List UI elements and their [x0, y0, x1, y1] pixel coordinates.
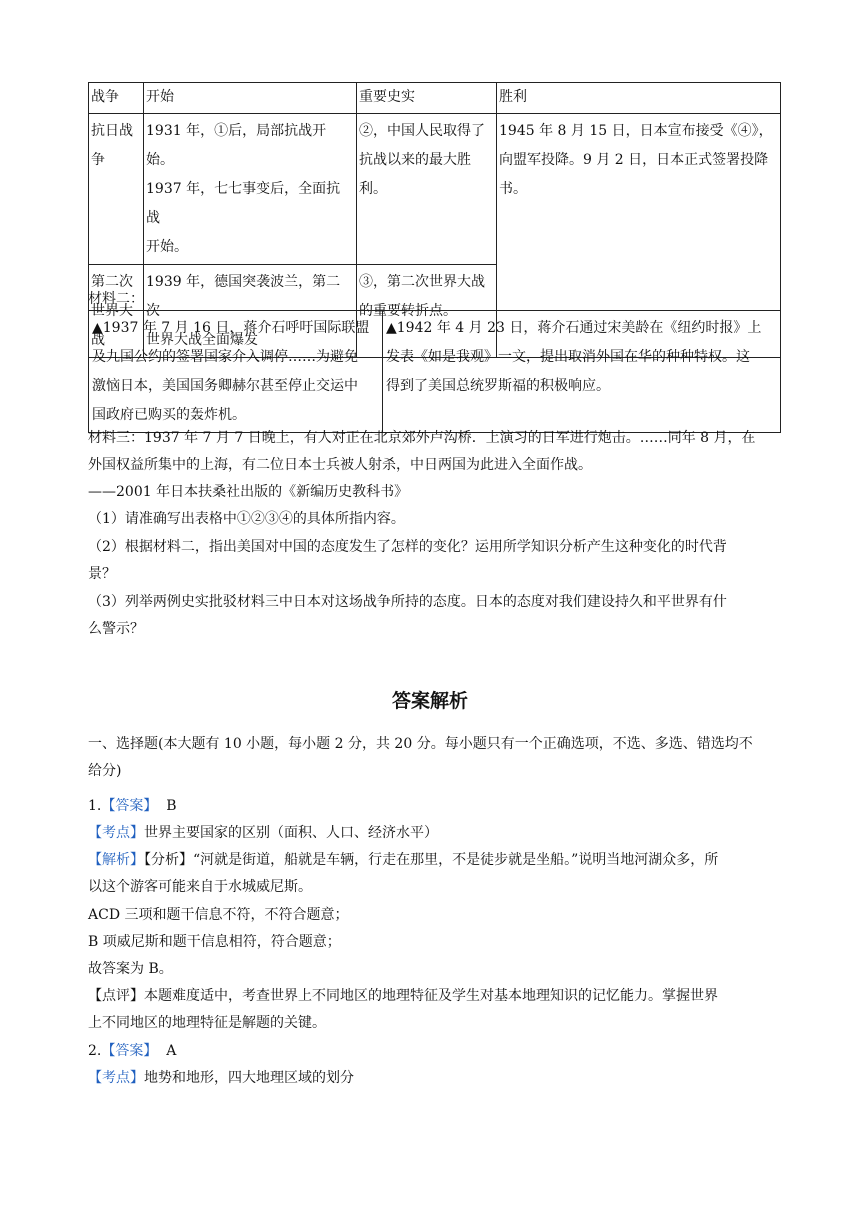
question-line: 景？	[88, 566, 116, 582]
material3-line: 材料三：1937 年 7 月 7 日晚上，有人对正在北京郊外卢沟桥．上演习的日军进行炮击。……同年 8 月，在	[88, 430, 756, 446]
question-number: 1.	[88, 798, 102, 814]
war-line: 世界大	[91, 303, 133, 319]
answer-line	[88, 793, 778, 820]
war-table-header	[89, 83, 781, 114]
kaodian-line	[88, 1065, 778, 1092]
fact-line: ②，中国人民取得了	[359, 123, 485, 139]
fact-cell	[357, 114, 497, 265]
material2-table	[88, 310, 781, 433]
answer-tag: 【答案】	[101, 1043, 158, 1059]
quote-line: ▲1942 年 4 月 23 日，蒋介石通过宋美龄在《纽约时报》上	[386, 320, 762, 336]
table-row	[89, 114, 781, 265]
header-war: 战争	[89, 83, 144, 114]
section-heading-line: 给分)	[88, 763, 122, 779]
victory-line: 1945 年 8 月 15 日，日本宣布接受《④》，	[499, 123, 773, 139]
material2-label: 材料二：	[88, 291, 144, 307]
start-cell	[144, 114, 357, 265]
jiexi-line: 以这个游客可能来自于水城威尼斯。	[88, 879, 312, 895]
question-line: （3）列举两例史实批驳材料三中日本对这场战争所持的态度。日本的态度对我们建设持久和平世界有什	[88, 594, 727, 610]
kaodian-tag: 【考点】	[88, 1070, 144, 1086]
section-heading-line: 一、选择题(本大题有 10 小题，每小题 2 分，共 20 分。每小题只有一个正确选项，不选、多选、错选均不	[88, 736, 753, 752]
war-line: 争	[91, 152, 105, 168]
answer-line	[88, 1038, 778, 1065]
kaodian-line	[88, 820, 778, 847]
victory-line: 书。	[499, 181, 527, 197]
jiexi-text: 【分析】“河就是街道，船就是车辆，行走在那里，不是徒步就是坐船。”说明当地河湖众多，所	[144, 852, 719, 868]
material3-source: ——2001 年日本扶桑社出版的《新编历史教科书》	[88, 484, 409, 500]
quote-line: 得到了美国总统罗斯福的积极响应。	[386, 378, 610, 394]
question-line: （1）请准确写出表格中①②③④的具体所指内容。	[88, 511, 405, 527]
analysis-line: B 项威尼斯和题干信息相符，符合题意；	[88, 934, 341, 950]
war-cell	[89, 114, 144, 265]
kaodian-tag: 【考点】	[88, 825, 144, 841]
header-victory: 胜利	[497, 83, 781, 114]
answer-tag: 【答案】	[101, 798, 158, 814]
question-line: 么警示？	[88, 621, 144, 637]
fact-line: 的重要转折点。	[359, 303, 457, 319]
jiexi-line	[88, 847, 778, 874]
material2-left-cell	[89, 311, 383, 433]
start-line: 世界大战全面爆发	[146, 332, 258, 348]
kaodian-text: 地势和地形，四大地理区域的划分	[144, 1070, 354, 1086]
fact-line: 利。	[359, 181, 387, 197]
jiexi-tag: 【解析】	[88, 852, 144, 868]
table-row	[89, 311, 781, 433]
victory-line: 向盟军投降。9 月 2 日，日本正式签署投降	[499, 152, 769, 168]
fact-line: ③，第二次世界大战	[359, 274, 485, 290]
start-line: 1939 年，德国突袭波兰，第二次	[146, 274, 341, 319]
material3-line: 外国权益所集中的上海，有二位日本士兵被人射杀，中日两国为此进入全面作战。	[88, 457, 592, 473]
question-number: 2.	[88, 1043, 102, 1059]
header-start: 开始	[144, 83, 357, 114]
answer-value: A	[166, 1043, 177, 1059]
fact-line: 抗战以来的最大胜	[359, 152, 471, 168]
quote-line: 激恼日本，美国国务卿赫尔甚至停止交运中	[92, 378, 358, 394]
answer-value: B	[166, 798, 177, 814]
start-line: 1937 年，七七事变后，全面抗战	[146, 181, 341, 226]
quote-line: 及九国公约的签署国家介入调停……为避免	[92, 349, 358, 365]
start-line: 1931 年，①后，局部抗战开始。	[146, 123, 327, 168]
quote-line: 发表《如是我观》一文，提出取消外国在华的种种特权。这	[386, 349, 750, 365]
start-line: 开始。	[146, 239, 188, 255]
quote-line: ▲1937 年 7 月 16 日，蒋介石呼吁国际联盟	[92, 320, 370, 336]
war-line: 抗日战	[91, 123, 133, 139]
question-line: （2）根据材料二，指出美国对中国的态度发生了怎样的变化？运用所学知识分析产生这种变化的时代背	[88, 539, 727, 555]
quote-line: 国政府已购买的轰炸机。	[92, 407, 246, 423]
header-fact: 重要史实	[357, 83, 497, 114]
answer-title: 答案解析	[391, 690, 468, 712]
analysis-line: ACD 三项和题干信息不符，不符合题意；	[88, 907, 349, 923]
analysis-line: 上不同地区的地理特征是解题的关键。	[88, 1015, 326, 1031]
analysis-line: 【点评】本题难度适中，考查世界上不同地区的地理特征及学生对基本地理知识的记忆能力。掌握世界	[88, 988, 718, 1004]
kaodian-text: 世界主要国家的区别（面积、人口、经济水平）	[144, 825, 438, 841]
material2-right-cell	[383, 311, 781, 433]
war-line: 战	[91, 332, 105, 348]
war-line: 第二次	[91, 274, 133, 290]
analysis-line: 故答案为 B。	[88, 961, 173, 977]
